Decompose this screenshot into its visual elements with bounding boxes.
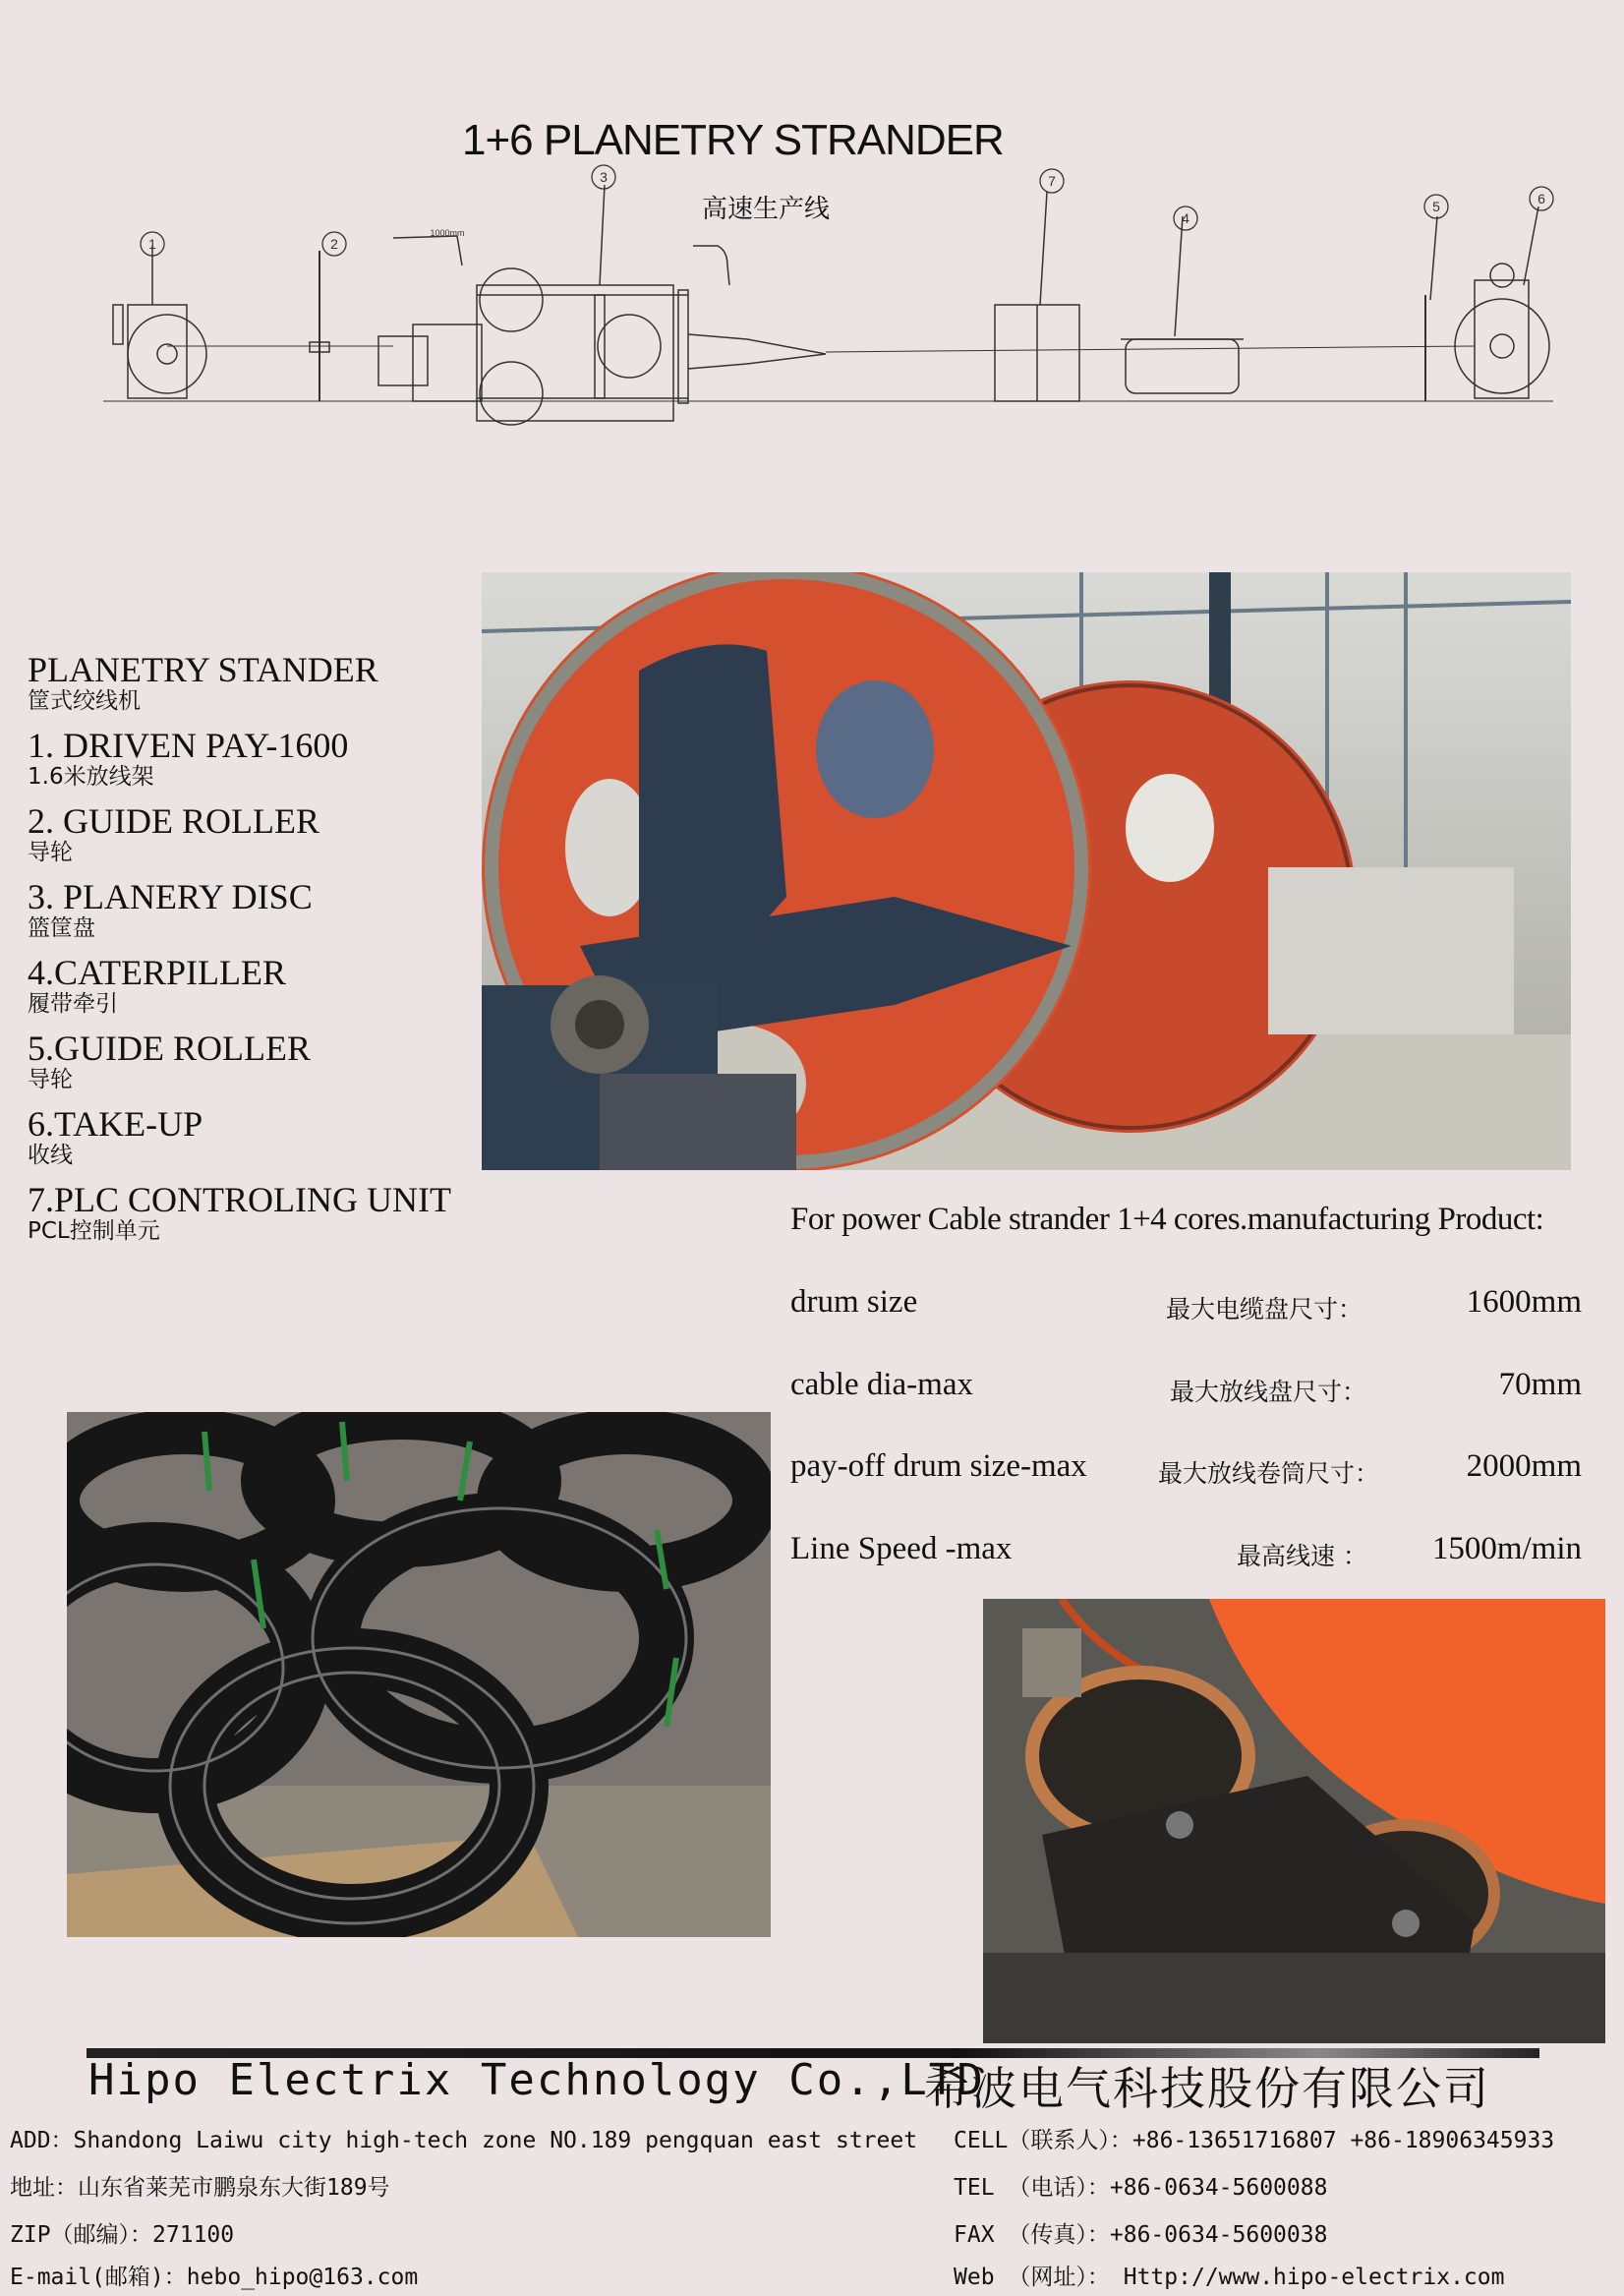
legend-item-en: 4.CATERPILLER — [28, 953, 287, 992]
legend-item-en: 1. DRIVEN PAY-1600 — [28, 726, 349, 765]
legend-item-cn: 导轮 — [28, 1067, 73, 1092]
legend-item — [28, 1105, 499, 1169]
specs-intro: For power Cable strander 1+4 cores.manufacturing Product: — [790, 1202, 1544, 1237]
caterpillar-shape — [1126, 339, 1239, 393]
legend-item-cn: PCL控制单元 — [28, 1218, 160, 1244]
legend-item-cn: 收线 — [28, 1143, 73, 1168]
address-cn: 地址：山东省莱芜市鹏泉东大街189号 — [10, 2175, 390, 2201]
callout-1-label: 1 — [148, 236, 156, 252]
production-line-diagram — [98, 157, 1573, 452]
legend-item — [28, 954, 499, 1018]
company-name-en: Hipo Electrix Technology Co.,LTD — [88, 2055, 985, 2105]
page-title: 1+6 PLANETRY STRANDER — [462, 116, 1004, 164]
fax: FAX （传真）：+86-0634-5600038 — [954, 2222, 1328, 2248]
legend-item — [28, 651, 499, 715]
spec-label-cn: 最大放线盘尺寸： — [1170, 1378, 1367, 1406]
callout-6-label: 6 — [1537, 191, 1545, 206]
legend-item-en: 7.PLC CONTROLING UNIT — [28, 1180, 451, 1219]
callout-7-label: 7 — [1048, 173, 1056, 189]
legend-item-cn: 1.6米放线架 — [28, 764, 154, 790]
machine-photo — [482, 572, 1571, 1170]
takeup-stand-shape — [1475, 280, 1529, 398]
spec-value: 2000mm — [1466, 1448, 1582, 1484]
legend-item — [28, 802, 499, 866]
spec-value: 70mm — [1498, 1367, 1582, 1402]
legend-item-en: 5.GUIDE ROLLER — [28, 1029, 311, 1068]
legend-item-en: 3. PLANERY DISC — [28, 877, 313, 916]
planetary-cage-shape — [477, 285, 673, 421]
legend-item — [28, 727, 499, 791]
legend-item — [28, 1030, 499, 1093]
address-en: ADD：Shandong Laiwu city high-tech zone NO.189 pengquan east street — [10, 2128, 918, 2153]
cable-coils-photo — [67, 1412, 771, 1937]
spec-row — [790, 1367, 1582, 1416]
spec-row — [790, 1531, 1582, 1580]
spec-value: 1500m/min — [1431, 1531, 1582, 1566]
payoff-reel-shape — [128, 315, 206, 393]
spec-label: Line Speed -max — [790, 1531, 1013, 1566]
callout-5-label: 5 — [1432, 199, 1440, 214]
component-legend — [28, 651, 499, 1257]
spec-label: drum size — [790, 1284, 918, 1320]
spec-label: pay-off drum size-max — [790, 1448, 1087, 1484]
spec-row — [790, 1284, 1582, 1333]
dimension-note: 1000mm — [430, 228, 465, 238]
legend-item-cn: 筐式绞线机 — [28, 688, 141, 714]
spec-value: 1600mm — [1466, 1284, 1582, 1320]
spec-label-cn: 最高线速 ： — [1237, 1542, 1367, 1570]
spec-label: cable dia-max — [790, 1367, 973, 1402]
callout-2-label: 2 — [330, 236, 338, 252]
legend-item-en: PLANETRY STANDER — [28, 650, 378, 689]
zip-code: ZIP（邮编）：271100 — [10, 2222, 235, 2248]
legend-item-en: 6.TAKE-UP — [28, 1104, 203, 1144]
email: E-mail(邮箱)：hebo_hipo@163.com — [10, 2265, 419, 2290]
legend-item — [28, 878, 499, 942]
cell-phone: CELL（联系人）：+86-13651716807 +86-18906345933 — [954, 2128, 1555, 2153]
website: Web （网址）： Http://www.hipo-electrix.com — [954, 2265, 1505, 2290]
legend-item — [28, 1181, 499, 1245]
legend-item-cn: 导轮 — [28, 840, 73, 865]
telephone: TEL （电话）：+86-0634-5600088 — [954, 2175, 1328, 2201]
legend-item-en: 2. GUIDE ROLLER — [28, 801, 319, 841]
legend-item-cn: 履带牵引 — [28, 991, 118, 1017]
roller-closeup-photo — [983, 1599, 1605, 2043]
legend-item-cn: 篮筐盘 — [28, 915, 95, 941]
spec-label-cn: 最大放线卷筒尺寸： — [1158, 1459, 1380, 1488]
page-subtitle: 高速生产线 — [702, 195, 831, 224]
spec-row — [790, 1448, 1582, 1498]
callout-3-label: 3 — [600, 169, 608, 185]
spec-label-cn: 最大电缆盘尺寸： — [1166, 1295, 1363, 1324]
callout-4-label: 4 — [1182, 210, 1189, 226]
company-name-cn: 希波电气科技股份有限公司 — [924, 2062, 1490, 2115]
